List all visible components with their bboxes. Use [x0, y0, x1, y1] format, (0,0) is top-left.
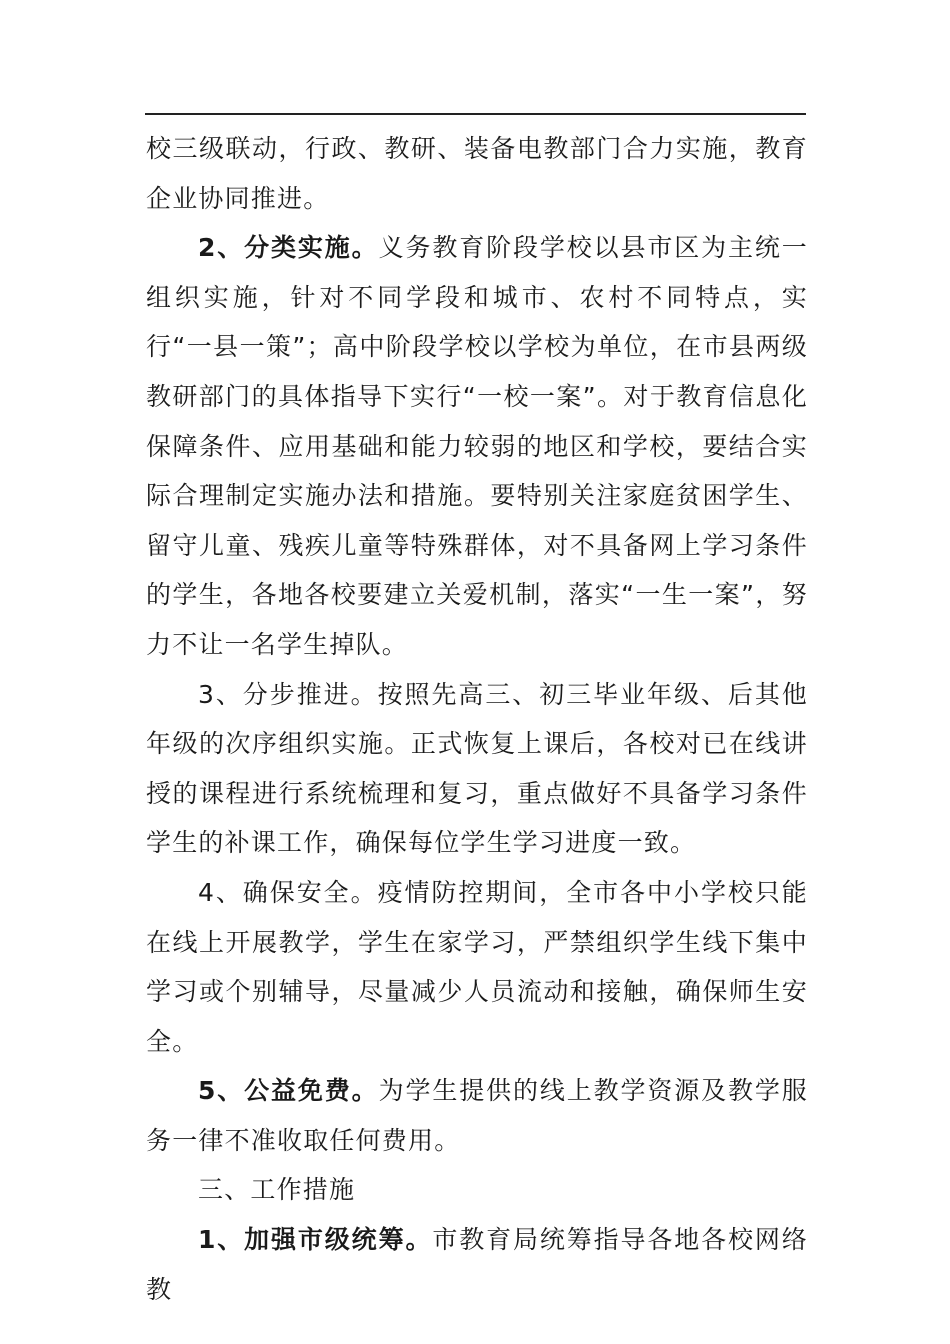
paragraph-heading: 4、确保安全。 [198, 877, 378, 907]
paragraph-text: 市教育局统筹指导各地各校网络教 [146, 1225, 808, 1304]
paragraph-heading: 2、分类实施。 [198, 233, 379, 263]
section-heading [146, 1165, 808, 1215]
paragraph-heading: 1、加强市级统筹。 [198, 1225, 433, 1255]
paragraph-classified-implementation [146, 223, 808, 669]
paragraph-continuation [146, 124, 808, 223]
paragraph-heading: 5、公益免费。 [198, 1076, 379, 1106]
paragraph-stepwise-advance [146, 670, 808, 868]
paragraph-text: 校三级联动，行政、教研、装备电教部门合力实施，教育企业协同推进。 [146, 134, 808, 213]
document-body [146, 124, 808, 1314]
section-heading-text: 三、工作措施 [198, 1175, 356, 1205]
paragraph-ensure-safety [146, 868, 808, 1066]
paragraph-heading: 3、分步推进。 [198, 679, 378, 709]
paragraph-text: 按照先高三、初三毕业年级、后其他年级的次序组织实施。正式恢复上课后，各校对已在线讲授的课程进行系统梳理和复习，重点做好不具备学习条件学生的补课工作，确保每位学生学习进度一致。 [146, 679, 809, 858]
header-rule [145, 113, 806, 115]
paragraph-city-coordination [146, 1215, 808, 1314]
paragraph-text: 疫情防控期间，全市各中小学校只能在线上开展教学，学生在家学习，严禁组织学生线下集中学习或个别辅导，尽量减少人员流动和接触，确保师生安全。 [146, 877, 809, 1056]
paragraph-text: 义务教育阶段学校以县市区为主统一组织实施，针对不同学段和城市、农村不同特点，实行“一县一策”；高中阶段学校以学校为单位，在市县两级教研部门的具体指导下实行“一校一案”。对于教育信息化保障条件、应用基础和能力较弱的地区和学校，要结合实际合理制定实施办法和措施。要特别关注家庭贫困学生、留守儿童、残疾儿童等特殊群体，对不具备网上学习条件的学生，各地各校要建立关爱机制，落实“一生一案”，努力不让一名学生掉队。 [146, 233, 809, 659]
paragraph-text: 为学生提供的线上教学资源及教学服务一律不准收取任何费用。 [146, 1076, 809, 1155]
paragraph-free-of-charge [146, 1066, 808, 1165]
